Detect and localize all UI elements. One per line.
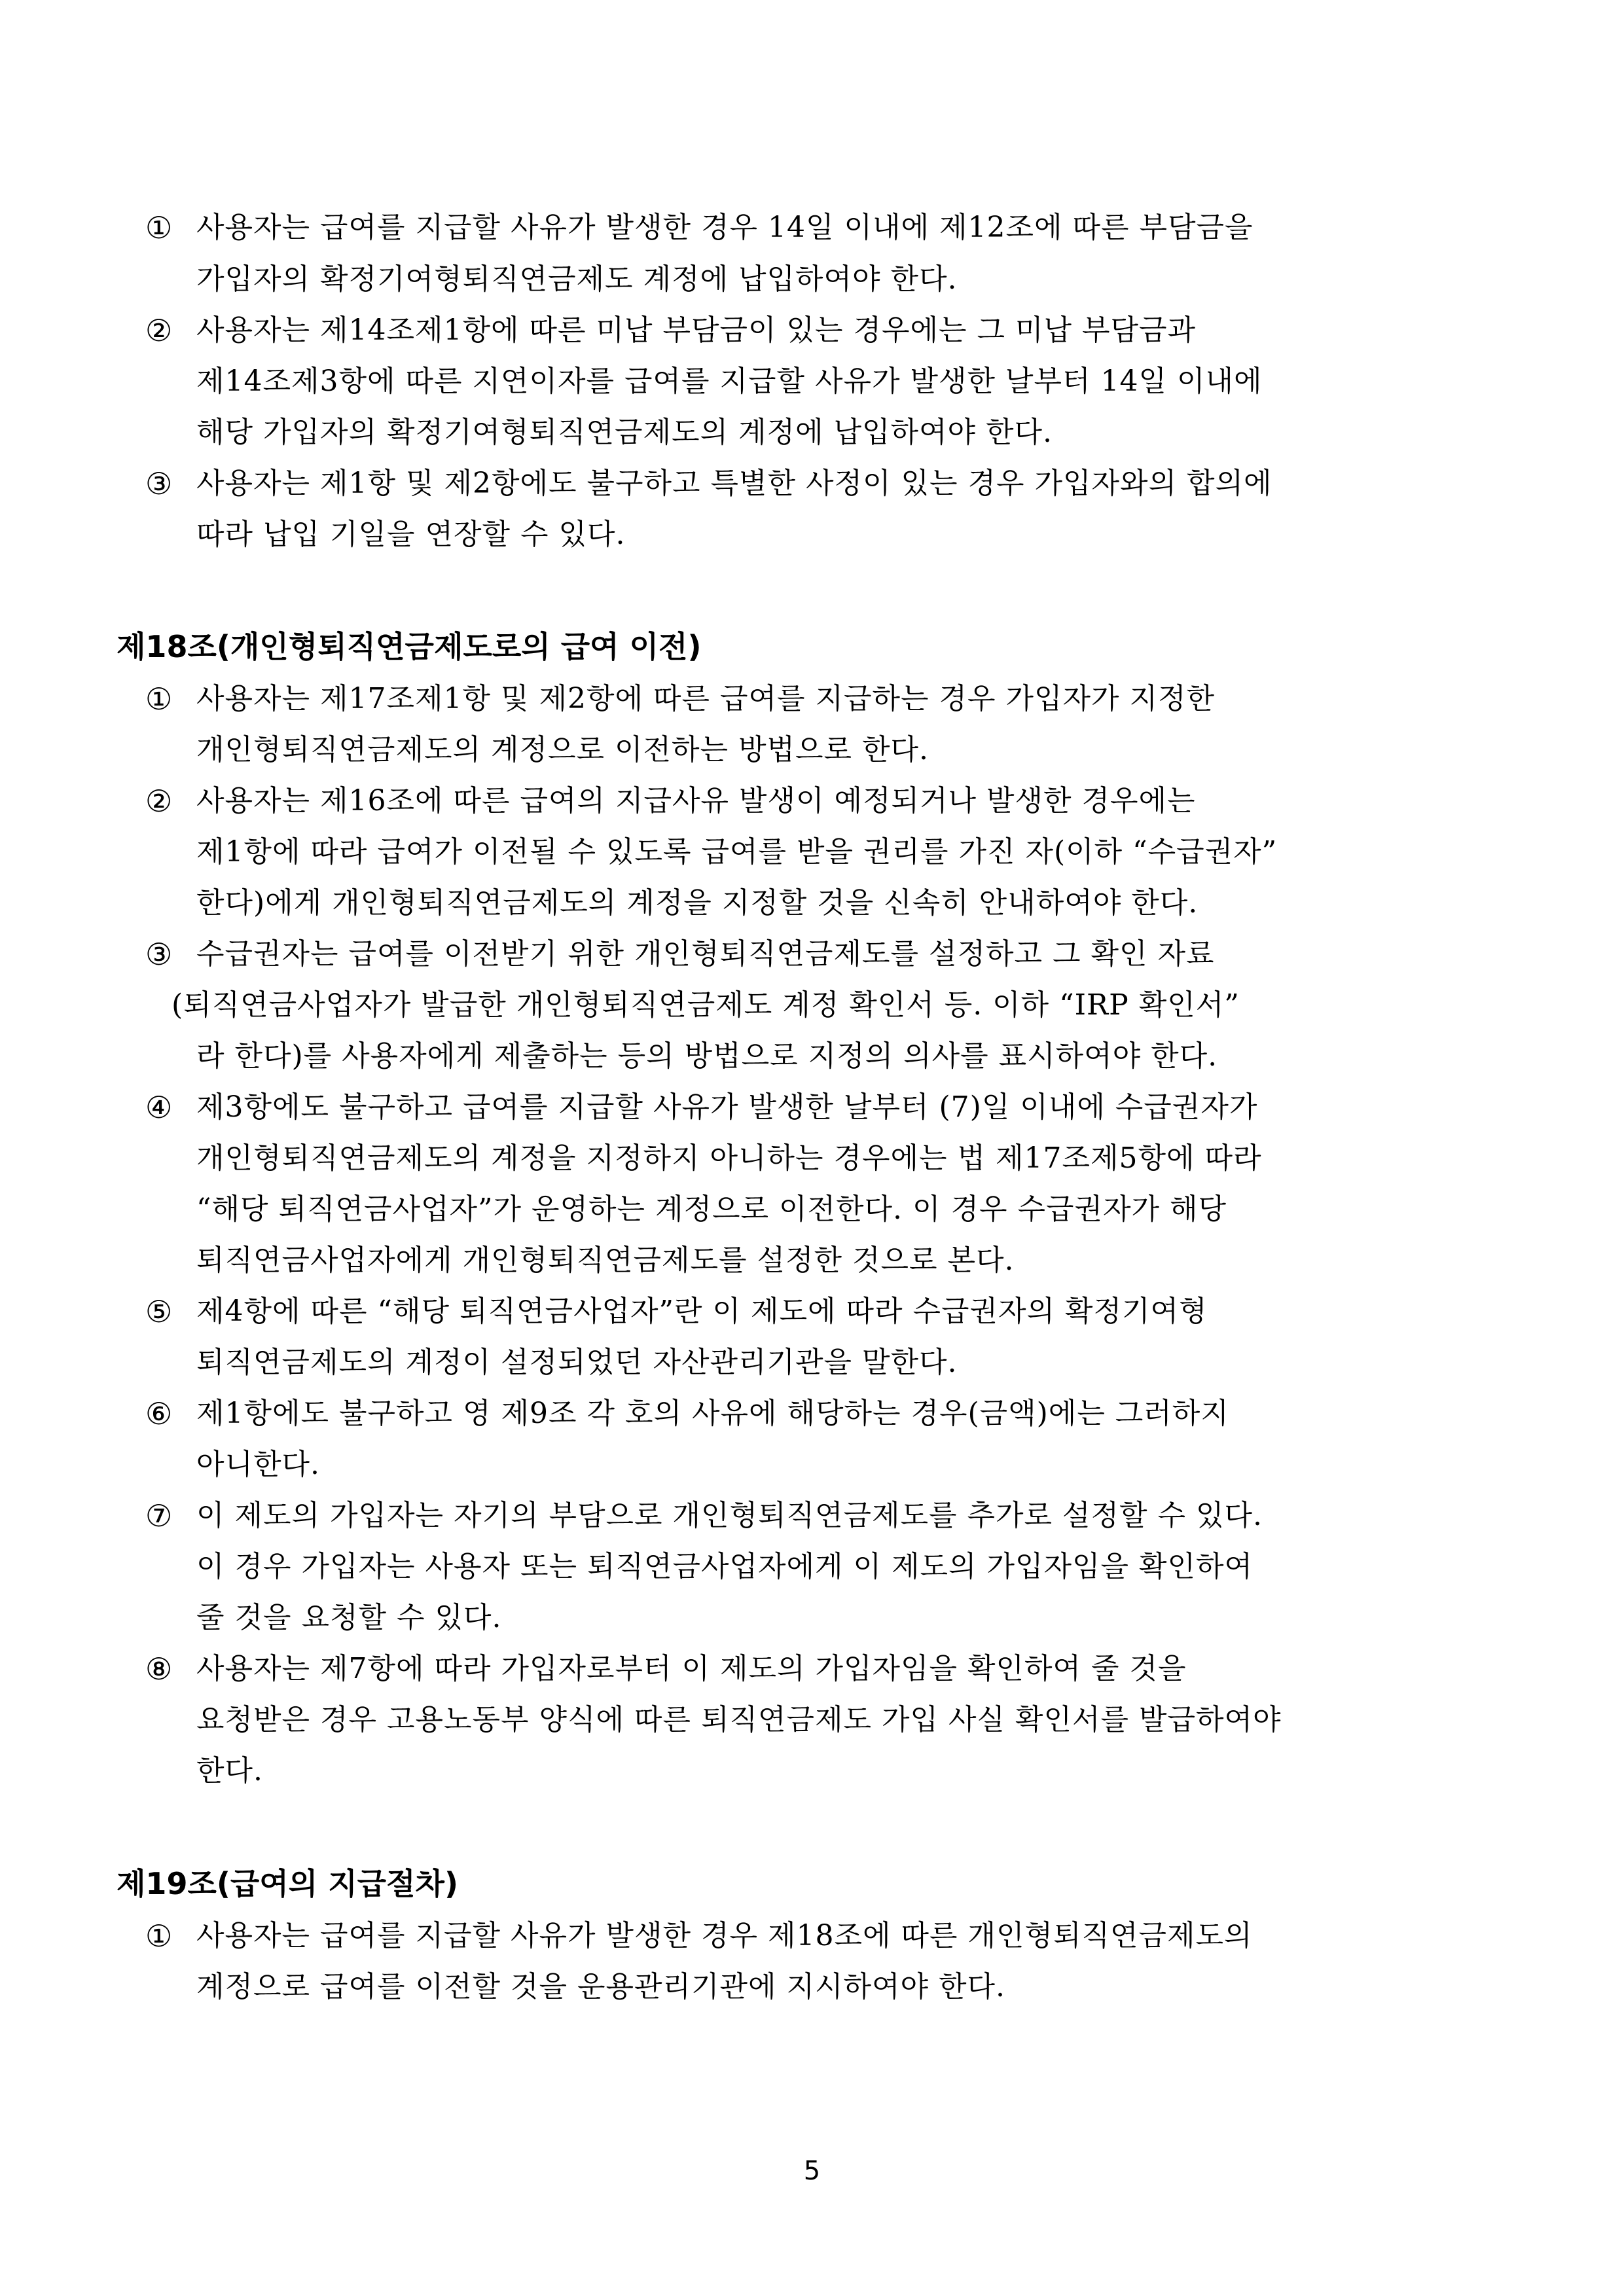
- item-text-line: 사용자는 제16조에 따른 급여의 지급사유 발생이 예정되거나 발생한 경우에는: [196, 784, 1196, 817]
- item-text-line: 제14조제3항에 따른 지연이자를 급여를 지급할 사유가 발생한 날부터 14일 이내에: [196, 365, 1263, 398]
- item-text-line: 퇴직연금제도의 계정이 설정되었던 자산관리기관을 말한다.: [196, 1346, 958, 1379]
- item-text-line: 가입자의 확정기여형퇴직연금제도 계정에 납입하여야 한다.: [196, 262, 958, 296]
- item-text-line: 줄 것을 요청할 수 있다.: [196, 1601, 502, 1634]
- item-text-line: 계정으로 급여를 이전할 것을 운용관리기관에 지시하여야 한다.: [196, 1970, 1006, 2003]
- item-text-line: 아니한다.: [196, 1448, 321, 1481]
- item-number: ⑥: [145, 1396, 173, 1431]
- item-text-line: 이 제도의 가입자는 자기의 부담으로 개인형퇴직연금제도를 추가로 설정할 수 있다.: [196, 1499, 1263, 1532]
- item-text-line: 해당 가입자의 확정기여형퇴직연금제도의 계정에 납입하여야 한다.: [196, 416, 1053, 449]
- item-text-line: 따라 납입 기일을 연장할 수 있다.: [196, 518, 626, 551]
- item-number: ③: [145, 937, 173, 972]
- page-number: 5: [803, 2156, 821, 2186]
- item-text-line: 수급권자는 급여를 이전받기 위한 개인형퇴직연금제도를 설정하고 그 확인 자료: [196, 937, 1215, 971]
- item-text-line: (퇴직연금사업자가 발급한 개인형퇴직연금제도 계정 확인서 등. 이하 “IRP 확인서”: [171, 988, 1240, 1022]
- item-text-line: 사용자는 급여를 지급할 사유가 발생한 경우 14일 이내에 제12조에 따른 부담금을: [196, 211, 1254, 244]
- item-text-line: 퇴직연금사업자에게 개인형퇴직연금제도를 설정한 것으로 본다.: [196, 1244, 1015, 1277]
- item-text-line: 제3항에도 불구하고 급여를 지급할 사유가 발생한 날부터 (7)일 이내에 수급권자가: [196, 1090, 1258, 1124]
- item-number: ①: [145, 1918, 173, 1954]
- item-text-line: 한다.: [196, 1754, 263, 1787]
- item-text-line: 한다)에게 개인형퇴직연금제도의 계정을 지정할 것을 신속히 안내하여야 한다.: [196, 886, 1199, 920]
- item-text-line: 라 한다)를 사용자에게 제출하는 등의 방법으로 지정의 의사를 표시하여야 한다.: [196, 1039, 1218, 1073]
- item-number: ①: [145, 210, 173, 245]
- item-number: ⑦: [145, 1498, 173, 1534]
- item-text-line: 제4항에 따른 “해당 퇴직연금사업자”란 이 제도에 따라 수급권자의 확정기여형: [196, 1295, 1208, 1328]
- item-text-line: 제1항에도 불구하고 영 제9조 각 호의 사유에 해당하는 경우(금액)에는 그러하지: [196, 1397, 1229, 1430]
- item-text-line: 사용자는 제7항에 따라 가입자로부터 이 제도의 가입자임을 확인하여 줄 것을: [196, 1652, 1187, 1685]
- item-number: ②: [145, 783, 173, 819]
- item-text-line: 이 경우 가입자는 사용자 또는 퇴직연금사업자에게 이 제도의 가입자임을 확인하여: [196, 1550, 1254, 1583]
- item-number: ⑧: [145, 1651, 173, 1687]
- item-number: ①: [145, 681, 173, 717]
- article-heading: 제18조(개인형퇴직연금제도로의 급여 이전): [117, 629, 702, 664]
- item-text-line: 요청받은 경우 고용노동부 양식에 따른 퇴직연금제도 가입 사실 확인서를 발급하여야: [196, 1703, 1282, 1736]
- item-text-line: 사용자는 제14조제1항에 따른 미납 부담금이 있는 경우에는 그 미납 부담금과: [196, 314, 1196, 347]
- item-text-line: 제1항에 따라 급여가 이전될 수 있도록 급여를 받을 권리를 가진 자(이하 “수급권자”: [196, 835, 1278, 869]
- item-text-line: 사용자는 제1항 및 제2항에도 불구하고 특별한 사정이 있는 경우 가입자와의 합의에: [196, 467, 1272, 500]
- item-text-line: 개인형퇴직연금제도의 계정으로 이전하는 방법으로 한다.: [196, 733, 929, 766]
- item-number: ④: [145, 1090, 173, 1125]
- item-number: ⑤: [145, 1294, 173, 1329]
- item-number: ③: [145, 466, 173, 501]
- item-text-line: 사용자는 급여를 지급할 사유가 발생한 경우 제18조에 따른 개인형퇴직연금제도의: [196, 1919, 1253, 1952]
- article-heading: 제19조(급여의 지급절차): [117, 1866, 458, 1901]
- item-text-line: 개인형퇴직연금제도의 계정을 지정하지 아니하는 경우에는 법 제17조제5항에 따라: [196, 1141, 1262, 1175]
- item-text-line: “해당 퇴직연금사업자”가 운영하는 계정으로 이전한다. 이 경우 수급권자가 해당: [196, 1193, 1227, 1226]
- item-text-line: 사용자는 제17조제1항 및 제2항에 따른 급여를 지급하는 경우 가입자가 지정한: [196, 682, 1215, 715]
- item-number: ②: [145, 313, 173, 348]
